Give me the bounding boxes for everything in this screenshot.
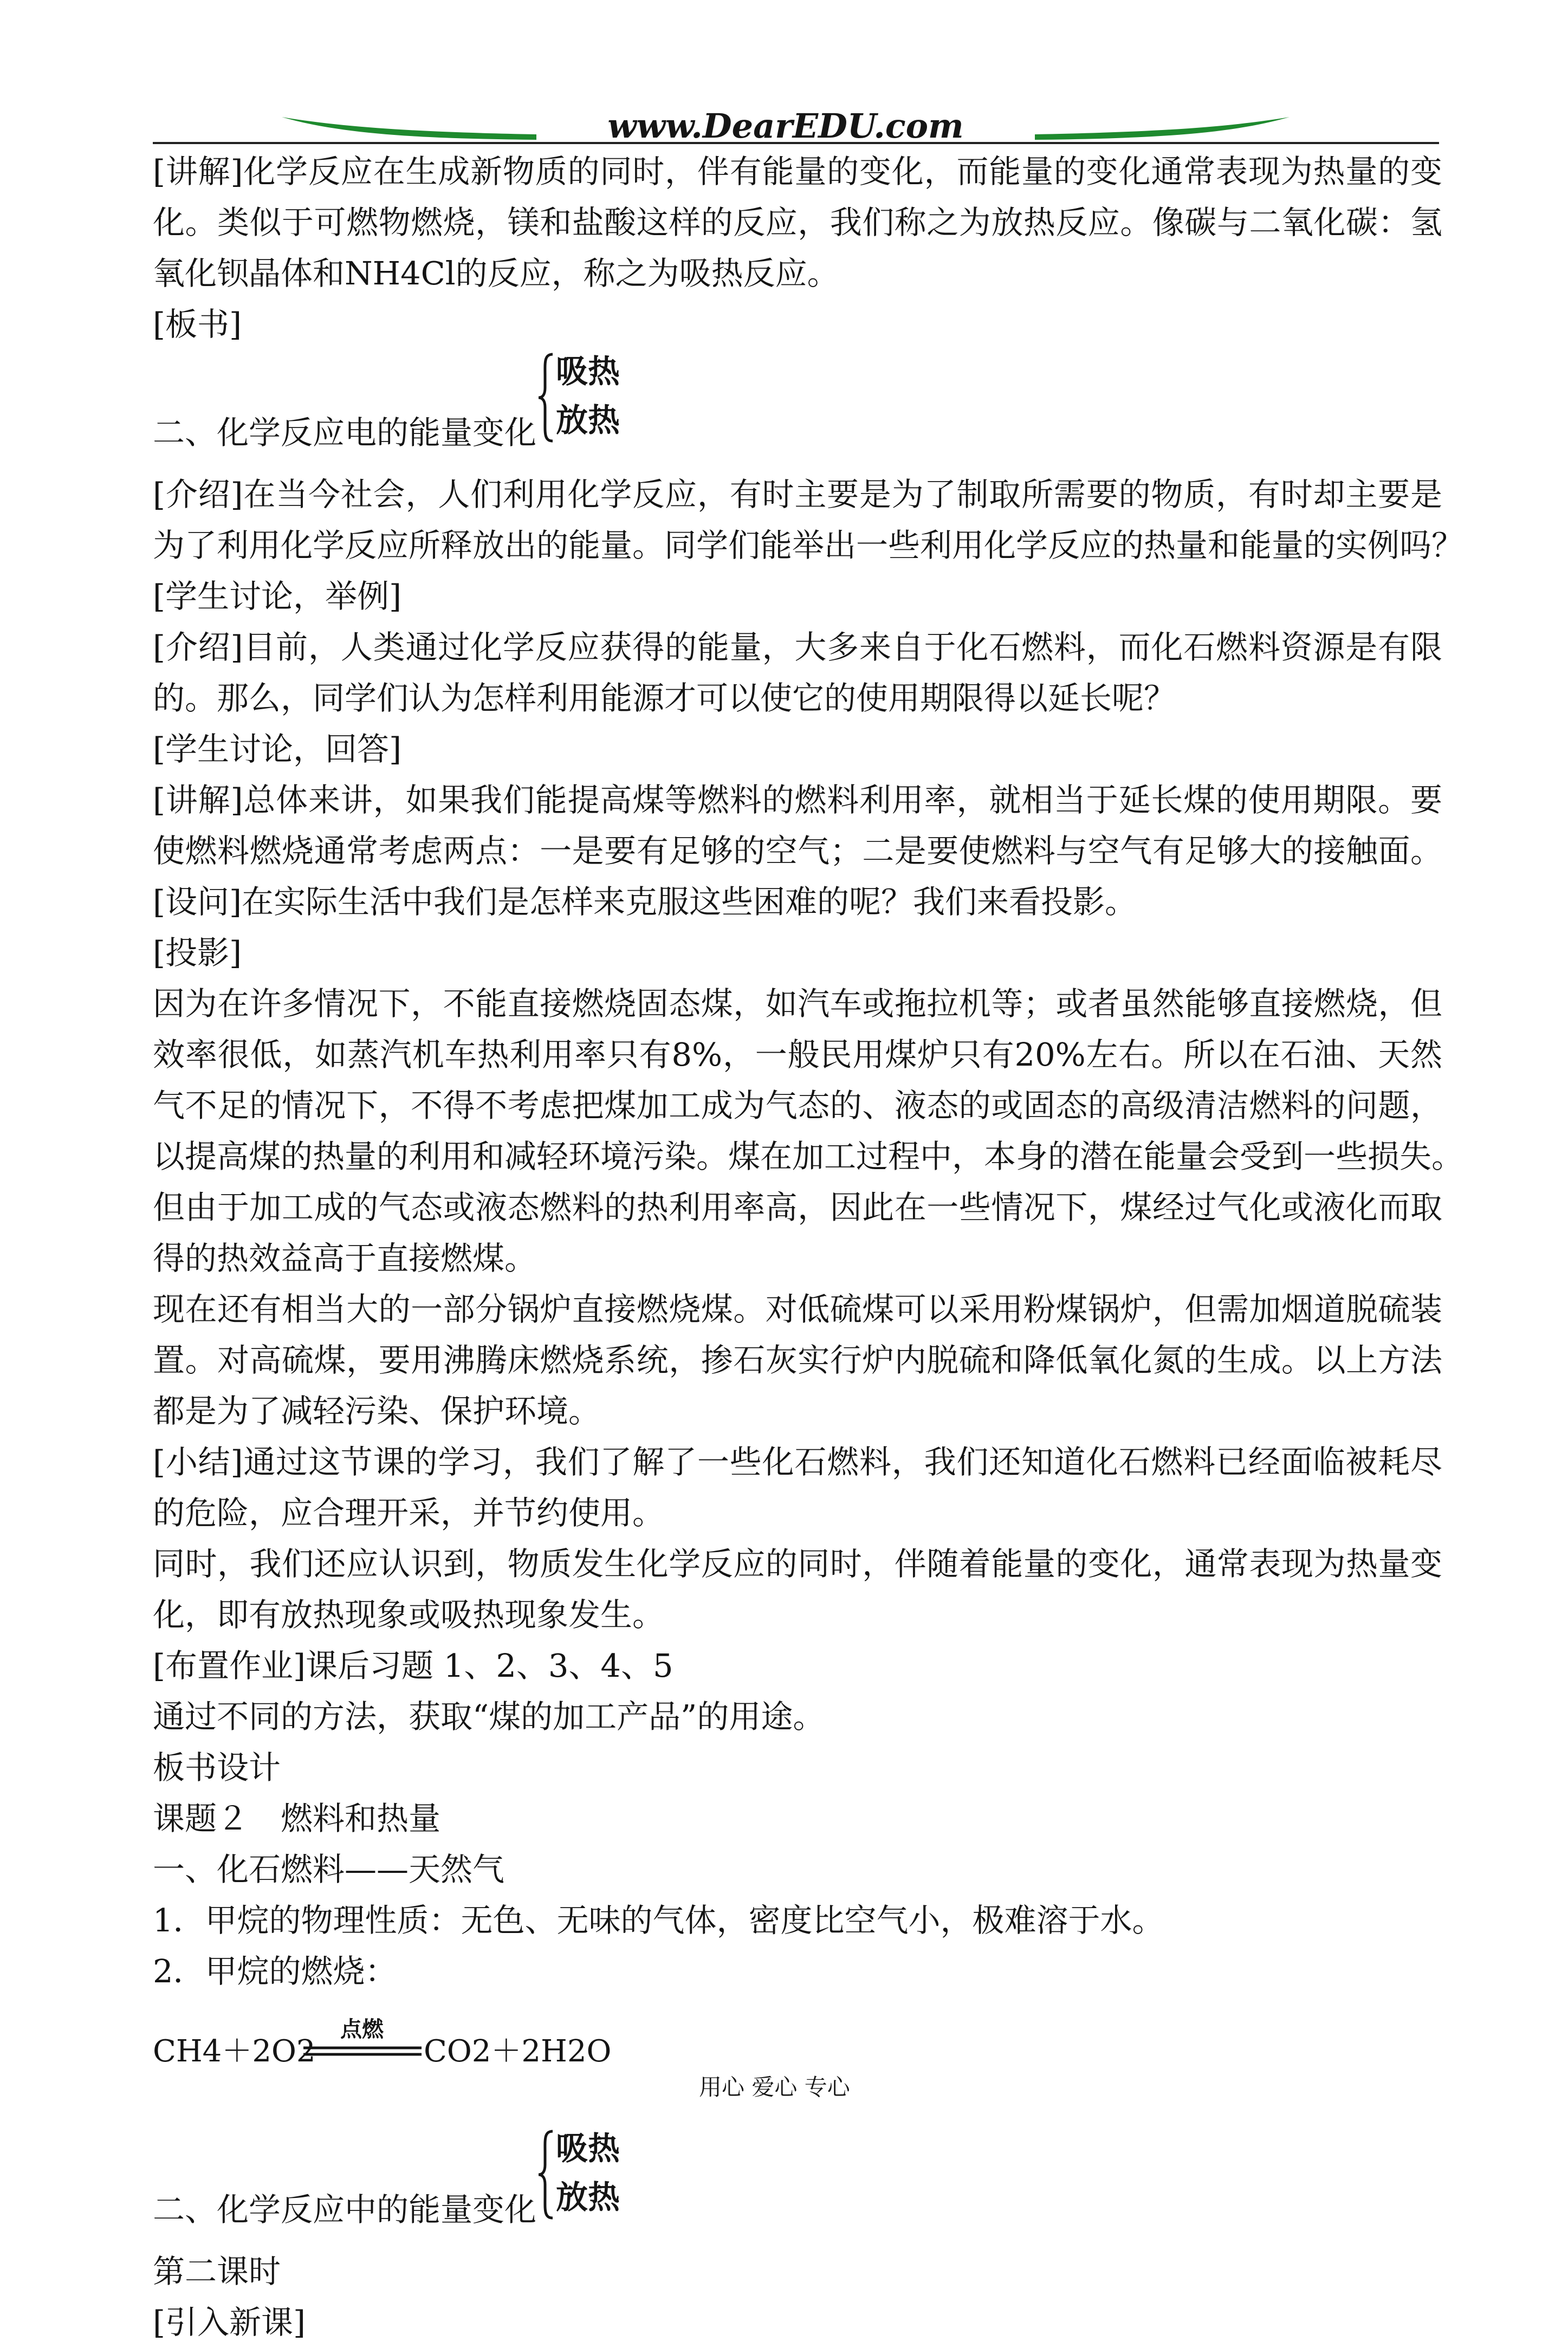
- text-line: [学生讨论，回答]: [153, 730, 402, 768]
- text-line: 的危险，应合理开采，并节约使用。: [153, 1494, 665, 1532]
- text-line: [布置作业]课后习题 1、2、3、4、5: [153, 1647, 673, 1684]
- brace-heading-1: [153, 350, 1442, 458]
- text-line: 得的热效益高于直接燃煤。: [153, 1240, 537, 1277]
- text-line: [介绍]在当今社会，人们利用化学反应，有时主要是为了制取所需要的物质，有时却主要是: [153, 476, 1442, 513]
- text-line: [学生讨论，举例]: [153, 578, 402, 615]
- text-line: 2．甲烷的燃烧：: [153, 1953, 397, 1990]
- text-line: 因为在许多情况下，不能直接燃烧固态煤，如汽车或拖拉机等；或者虽然能够直接燃烧，但: [153, 985, 1442, 1022]
- text-line: 使燃料燃烧通常考虑两点：一是要有足够的空气；二是要使燃料与空气有足够大的接触面。: [153, 832, 1442, 870]
- left-brace-icon: [536, 2129, 558, 2220]
- text-line: 氧化钡晶体和NH4Cl的反应，称之为吸热反应。: [153, 255, 839, 292]
- document-body: [153, 146, 1464, 2348]
- logo-swoosh-right: [1035, 117, 1290, 140]
- text-line: [设问]在实际生活中我们是怎样来克服这些困难的呢？我们来看投影。: [153, 883, 1137, 920]
- equation-lhs: CH4＋2O2: [153, 2034, 316, 2069]
- text-line: [板书]: [153, 306, 242, 343]
- text-line: 以提高煤的热量的利用和减轻环境污染。煤在加工过程中，本身的潜在能量会受到一些损失。: [153, 1138, 1464, 1175]
- text-line: 板书设计: [153, 1749, 281, 1786]
- text-line: 的。那么，同学们认为怎样利用能源才可以使它的使用期限得以延长呢？: [153, 679, 1176, 717]
- text-line: [讲解]总体来讲，如果我们能提高煤等燃料的燃料利用率，就相当于延长煤的使用期限。要: [153, 781, 1442, 819]
- brace-option: 放热: [556, 401, 620, 439]
- text-line: 1．甲烷的物理性质：无色、无味的气体，密度比空气小，极难溶于水。: [153, 1902, 1164, 1939]
- equals-sign-icon: [300, 2020, 425, 2061]
- text-line: [小结]通过这节课的学习，我们了解了一些化石燃料，我们还知道化石燃料已经面临被耗尽: [153, 1443, 1442, 1481]
- page-footer: 用心 爱心 专心: [699, 2074, 850, 2100]
- text-line: [讲解]化学反应在生成新物质的同时，伴有能量的变化，而能量的变化通常表现为热量的变: [153, 153, 1442, 190]
- header-rule: [153, 142, 1439, 144]
- text-line: 都是为了减轻污染、保护环境。: [153, 1392, 601, 1430]
- text-line: [投影]: [153, 934, 242, 971]
- text-line: 效率很低，如蒸汽机车热利用率只有8%，一般民用煤炉只有20%左右。所以在石油、天然: [153, 1036, 1442, 1073]
- brace-option: 吸热: [556, 353, 620, 390]
- text-line: 课题２ 燃料和热量: [153, 1800, 441, 1837]
- text-line: 化，即有放热现象或吸热现象发生。: [153, 1596, 665, 1633]
- equation-condition: 点燃: [340, 2017, 384, 2042]
- section-heading: 二、化学反应中的能量变化: [153, 2191, 537, 2228]
- text-line: 置。对高硫煤，要用沸腾床燃烧系统，掺石灰实行炉内脱硫和降低氧化氮的生成。以上方法: [153, 1341, 1442, 1379]
- text-line: [介绍]目前，人类通过化学反应获得的能量，大多来自于化石燃料，而化石燃料资源是有限: [153, 628, 1442, 666]
- text-line: 现在还有相当大的一部分锅炉直接燃烧煤。对低硫煤可以采用粉煤锅炉，但需加烟道脱硫装: [153, 1290, 1442, 1328]
- left-brace-icon: [536, 352, 558, 443]
- brace-heading-2: [153, 2127, 1442, 2235]
- logo-swoosh-left: [282, 117, 536, 140]
- text-line: 气不足的情况下，不得不考虑把煤加工成为气态的、液态的或固态的高级清洁燃料的问题，: [153, 1087, 1442, 1124]
- text-line: 为了利用化学反应所释放出的能量。同学们能举出一些利用化学反应的热量和能量的实例吗？: [153, 527, 1464, 564]
- text-line: 同时，我们还应认识到，物质发生化学反应的同时，伴随着能量的变化，通常表现为热量变: [153, 1545, 1442, 1582]
- site-name: www.DearEDU.com: [607, 106, 964, 144]
- text-line: 一、化石燃料——天然气: [153, 1851, 505, 1888]
- text-line: [引入新课]: [153, 2304, 306, 2341]
- text-line: 但由于加工成的气态或液态燃料的热利用率高，因此在一些情况下，煤经过气化或液化而取: [153, 1189, 1442, 1226]
- text-line: 通过不同的方法，获取“煤的加工产品”的用途。: [153, 1698, 825, 1735]
- deareduc-logo: [282, 106, 1290, 144]
- text-line: 化。类似于可燃物燃烧，镁和盐酸这样的反应，我们称之为放热反应。像碳与二氧化碳：氢: [153, 204, 1442, 241]
- brace-option: 吸热: [556, 2130, 620, 2167]
- brace-option: 放热: [556, 2178, 620, 2216]
- equation-rhs: CO2＋2H2O: [424, 2034, 612, 2069]
- text-line: 第二课时: [153, 2253, 281, 2290]
- section-heading: 二、化学反应电的能量变化: [153, 414, 537, 451]
